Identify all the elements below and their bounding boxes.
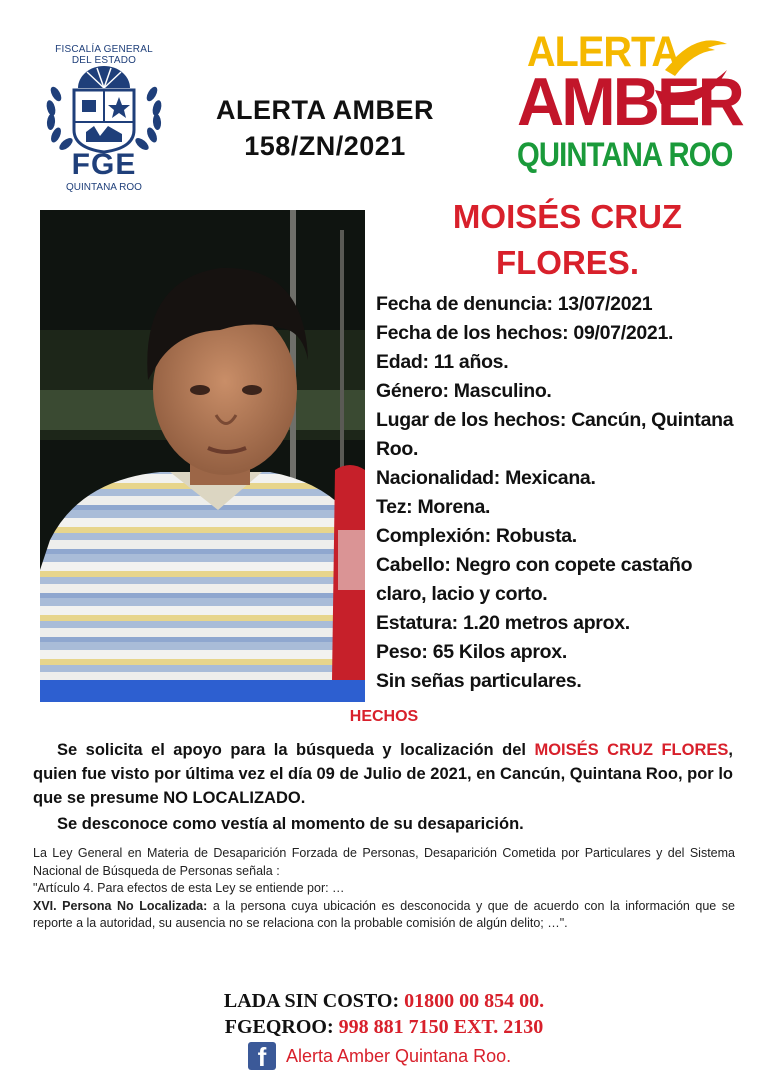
fact-line: Edad: 11 años. [376,351,509,373]
fge-logo-letters: FGE [71,148,137,181]
person-facts-list [376,290,761,696]
fact-line: Tez: Morena. [376,496,491,518]
facebook-link[interactable]: Alerta Amber Quintana Roo. [286,1045,512,1066]
fgeqroo-label: FGEQROO: [224,1016,339,1038]
fact-line: Peso: 65 Kilos aprox. [376,641,567,663]
facebook-icon[interactable]: f [248,1042,276,1070]
fact-line: Género: Masculino. [376,380,552,402]
fact-line: Fecha de denuncia: 13/07/2021 [376,293,653,315]
hechos-title: HECHOS [349,708,419,725]
amber-logo-alerta: ALERTA [527,28,679,76]
amber-logo-state: QUINTANA ROO [517,136,733,174]
legal-intro: La Ley General en Materia de Desaparición Forzada de Personas, Desaparición Cometida por Particulares y del Sistema Nacional de Búsqueda de Personas señala : [33,846,735,878]
fge-logo-top-text: FISCALÍA GENERAL DEL ESTADO [55,44,153,66]
name-line-1: MOISÉS CRUZ [452,198,683,235]
alert-identifier [200,92,450,164]
legal-text [33,845,735,933]
alert-title: ALERTA AMBER [216,95,434,125]
clothing-statement: Se desconoce como vestía al momento de su desaparición. [57,815,524,833]
hechos-paragraph [33,738,733,810]
fact-line: Roo. [376,438,419,460]
fact-line: Complexión: Robusta. [376,525,577,547]
missing-person-name [400,194,735,286]
fact-line: Estatura: 1.20 metros aprox. [376,612,630,634]
fact-line: Cabello: Negro con copete castaño [376,554,693,576]
fact-line: Sin señas particulares. [376,670,582,692]
fge-logo-bottom-text: QUINTANA ROO [66,182,142,193]
hechos-person-name: MOISÉS CRUZ FLORES [534,741,729,759]
legal-definition: a la persona cuya ubicación es desconocida y que de acuerdo con la información que se reporte a la autoridad, su ausencia no se relaciona con la probable comisión de algún delito; …". [33,898,735,930]
hechos-text-before: Se solicita el apoyo para la búsqueda y localización del [57,741,535,759]
name-line-2: FLORES. [495,244,639,281]
fact-line: claro, lacio y corto. [376,583,548,605]
fact-line: Nacionalidad: Mexicana. [376,467,596,489]
fgeqroo-line [0,1016,768,1039]
facebook-row[interactable] [248,1041,511,1071]
legal-term: XVI. Persona No Localizada: [33,898,208,913]
missing-person-photo [40,210,365,702]
fact-line: Lugar de los hechos: Cancún, Quintana [376,409,734,431]
alert-number: 158/ZN/2021 [244,131,406,161]
legal-article: "Artículo 4. Para efectos de esta Ley se entiende por: … [33,881,345,895]
lada-line [0,990,768,1013]
fact-line: Fecha de los hechos: 09/07/2021. [376,322,674,344]
hechos-text-after: , quien fue visto por última vez el día 09 de Julio de 2021, en Cancún, Quintana Roo, por lo que se presume NO LOCALIZADO. [33,741,733,807]
legal-definition-line [33,898,735,933]
lada-number: 01800 00 854 00. [404,990,545,1012]
lada-label: LADA SIN COSTO: [223,990,405,1012]
fgeqroo-number: 998 881 7150 EXT. 2130 [338,1016,544,1038]
amber-logo-amber: AMBER [517,64,742,140]
